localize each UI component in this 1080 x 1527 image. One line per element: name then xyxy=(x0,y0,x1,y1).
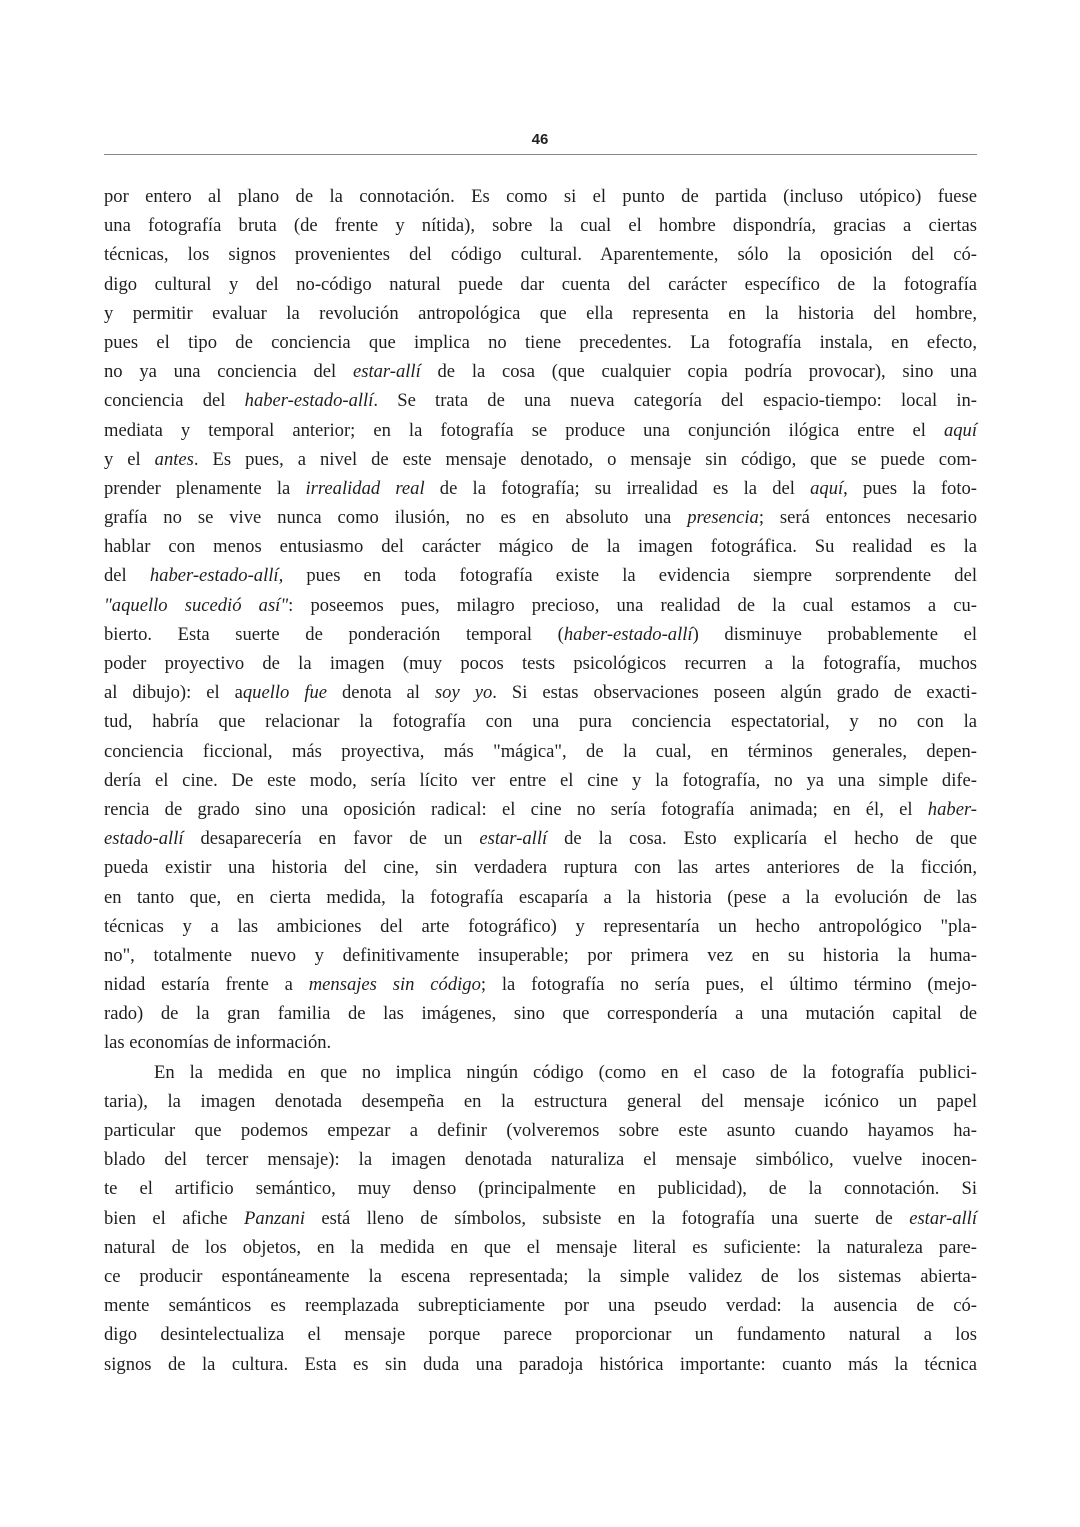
italic-segment: haber-estado-allí xyxy=(244,390,374,412)
text-line xyxy=(104,1233,977,1262)
text-line xyxy=(104,1320,977,1349)
text-segment: no", totalmente nuevo y definitivamente insuperable; por primera vez en su historia la huma- xyxy=(104,944,977,966)
text-line xyxy=(104,357,977,386)
text-segment: . Es pues, a nivel de este mensaje denotado, o mensaje sin código, que se puede com- xyxy=(193,448,978,470)
text-line xyxy=(104,649,977,678)
italic-segment: "aquello sucedió así" xyxy=(104,594,289,616)
text-segment: pueda existir una historia del cine, sin verdadera ruptura con las artes anteriores de la ficción, xyxy=(104,857,977,879)
italic-segment: estar-allí xyxy=(352,361,421,383)
text-segment: una fotografía bruta (de frente y nítida), sobre la cual el hombre dispondría, gracias a ciertas xyxy=(104,215,977,237)
text-line xyxy=(104,503,977,532)
text-line xyxy=(104,999,977,1028)
text-segment: poder proyectivo de la imagen (muy pocos tests psicológicos recurren a la fotografía, muchos xyxy=(104,653,977,674)
text-line xyxy=(104,620,977,649)
text-line xyxy=(104,737,977,766)
text-segment: . Si estas observaciones poseen algún grado de exacti- xyxy=(492,682,978,704)
text-segment: bierto. Esta suerte de ponderación temporal ( xyxy=(104,623,564,645)
body-text xyxy=(104,182,977,1379)
text-line xyxy=(104,941,977,970)
italic-segment: quello fue xyxy=(242,682,328,704)
text-segment: conciencia ficcional, más proyectiva, más "mágica", de la cual, en términos generales, depen- xyxy=(104,740,977,762)
text-segment: blado del tercer mensaje): la imagen denotada naturaliza el mensaje simbólico, vuelve inocen- xyxy=(104,1149,977,1171)
text-segment: denota al xyxy=(327,682,435,704)
text-segment: del xyxy=(104,565,150,587)
italic-segment: mensajes sin código xyxy=(308,974,481,996)
italic-segment: aquí xyxy=(810,477,844,499)
text-line xyxy=(104,1204,977,1233)
italic-segment: aquí xyxy=(943,419,977,441)
text-segment: al dibujo): el a xyxy=(104,682,243,704)
italic-segment: estar-allí xyxy=(909,1207,977,1229)
text-segment: prender plenamente la xyxy=(104,477,306,499)
text-line xyxy=(104,386,977,415)
text-line xyxy=(104,883,977,912)
text-segment: taria), la imagen denotada desempeña en la estructura general del mensaje icónico un papel xyxy=(104,1090,977,1112)
text-segment: ; será entonces necesario xyxy=(758,507,978,529)
text-segment: técnicas y a las ambiciones del arte fotográfico) y representaría un hecho antropológico "pla- xyxy=(104,915,977,937)
text-line xyxy=(104,211,977,240)
text-segment: desaparecería en favor de un xyxy=(183,828,480,850)
text-segment: mediata y temporal anterior; en la fotografía se produce una conjunción ilógica entre el xyxy=(104,419,944,441)
italic-segment: estado-allí xyxy=(104,828,184,850)
italic-segment: antes xyxy=(154,448,194,470)
text-segment: de la fotografía; su irrealidad es la del xyxy=(424,477,811,499)
italic-segment: estar-allí xyxy=(479,828,548,850)
text-line xyxy=(104,707,977,736)
text-segment: en tanto que, en cierta medida, la fotografía escaparía a la historia (pese a la evolución de las xyxy=(104,886,977,908)
text-line xyxy=(104,1350,977,1379)
text-line xyxy=(104,591,977,620)
text-segment: particular que podemos empezar a definir (volveremos sobre este asunto cuando hayamos ha- xyxy=(104,1120,977,1141)
text-segment: conciencia del xyxy=(104,390,245,412)
text-segment: digo desintelectualiza el mensaje porque parece proporcionar un fundamento natural a los xyxy=(104,1324,977,1346)
text-segment: bien el afiche xyxy=(104,1207,245,1229)
text-segment: ce producir espontáneamente la escena representada; la simple validez de los sistemas abierta- xyxy=(104,1265,977,1287)
text-segment: te el artificio semántico, muy denso (principalmente en publicidad), de la connotación. Si xyxy=(104,1178,977,1200)
text-segment: por entero al plano de la connotación. Es como si el punto de partida (incluso utópico) fuese xyxy=(104,186,977,207)
text-segment: de la cosa. Esto explicaría el hecho de que xyxy=(547,828,977,850)
text-segment: , pues la foto- xyxy=(843,477,977,499)
text-segment: de la cosa (que cualquier copia podría provocar), sino una xyxy=(420,361,978,383)
text-segment: ; la fotografía no sería pues, el último término (mejo- xyxy=(480,974,977,996)
text-line xyxy=(104,328,977,357)
text-line xyxy=(104,1262,977,1291)
header-rule xyxy=(104,154,977,155)
text-segment: rado) de la gran familia de las imágenes, sino que correspondería a una mutación capital de xyxy=(104,1003,977,1025)
text-line xyxy=(104,1058,977,1087)
text-segment: digo cultural y del no-código natural puede dar cuenta del carácter específico de la fotografía xyxy=(104,273,977,295)
text-segment: tud, habría que relacionar la fotografía con una pura conciencia espectatorial, y no con la xyxy=(104,711,977,733)
text-segment: : poseemos pues, milagro precioso, una realidad de la cual estamos a cu- xyxy=(288,594,977,616)
text-line xyxy=(104,474,977,503)
italic-segment: presencia xyxy=(687,507,759,529)
text-segment: no ya una conciencia del xyxy=(104,361,353,383)
italic-segment: irrealidad real xyxy=(305,477,425,499)
text-segment: pues en toda fotografía existe la evidencia siempre sorprendente del xyxy=(283,565,977,587)
italic-segment: soy yo xyxy=(434,682,493,704)
page-number: 46 xyxy=(531,131,549,148)
text-segment: está lleno de símbolos, subsiste en la fotografía una suerte de xyxy=(305,1207,910,1229)
text-segment: las economías de información. xyxy=(104,1032,332,1054)
text-line xyxy=(104,970,977,999)
text-segment: En la medida en que no implica ningún código (como en el caso de la fotografía publici- xyxy=(154,1061,977,1083)
text-line xyxy=(104,1291,977,1320)
italic-segment: Panzani xyxy=(244,1207,305,1229)
text-line xyxy=(104,270,977,299)
text-line xyxy=(104,678,977,707)
text-line xyxy=(104,416,977,445)
italic-segment: haber-estado-allí, xyxy=(149,565,284,587)
text-segment: ) disminuye probablemente el xyxy=(692,623,978,645)
text-line xyxy=(104,532,977,561)
text-line xyxy=(104,240,977,269)
text-segment: hablar con menos entusiasmo del carácter mágico de la imagen fotográfica. Su realidad es la xyxy=(104,536,977,558)
text-line xyxy=(104,912,977,941)
italic-segment: haber-estado-allí xyxy=(563,623,693,645)
text-segment: grafía no se vive nunca como ilusión, no es en absoluto una xyxy=(104,507,688,529)
text-line xyxy=(104,1174,977,1203)
text-segment: natural de los objetos, en la medida en que el mensaje literal es suficiente: la naturaleza pare- xyxy=(104,1236,977,1258)
text-line xyxy=(104,1145,977,1174)
text-line xyxy=(104,445,977,474)
text-segment: signos de la cultura. Esta es sin duda una paradoja histórica importante: cuanto más la técnica xyxy=(104,1353,977,1375)
text-segment: dería el cine. De este modo, sería lícito ver entre el cine y la fotografía, no ya una simple dife- xyxy=(104,769,977,791)
text-line xyxy=(104,182,977,211)
text-line xyxy=(104,853,977,882)
text-segment: pues el tipo de conciencia que implica no tiene precedentes. La fotografía instala, en efecto, xyxy=(104,331,977,353)
text-line xyxy=(104,1087,977,1116)
text-segment: nidad estaría frente a xyxy=(104,974,309,996)
text-line xyxy=(104,824,977,853)
text-line xyxy=(104,561,977,590)
text-line xyxy=(104,299,977,328)
text-segment: . Se trata de una nueva categoría del espacio-tiempo: local in- xyxy=(373,390,977,412)
text-segment: y el xyxy=(104,448,155,470)
italic-segment: haber- xyxy=(927,798,977,820)
text-line xyxy=(104,1028,977,1057)
text-segment: y permitir evaluar la revolución antropológica que ella representa en la historia del hombre, xyxy=(104,302,977,324)
text-segment: técnicas, los signos provenientes del código cultural. Aparentemente, sólo la oposición del có- xyxy=(104,244,977,266)
text-line xyxy=(104,766,977,795)
text-segment: mente semánticos es reemplazada subrepticiamente por una pseudo verdad: la ausencia de có- xyxy=(104,1295,977,1317)
text-line xyxy=(104,795,977,824)
text-line xyxy=(104,1116,977,1145)
text-segment: rencia de grado sino una oposición radical: el cine no sería fotografía animada; en él, el xyxy=(104,798,928,820)
